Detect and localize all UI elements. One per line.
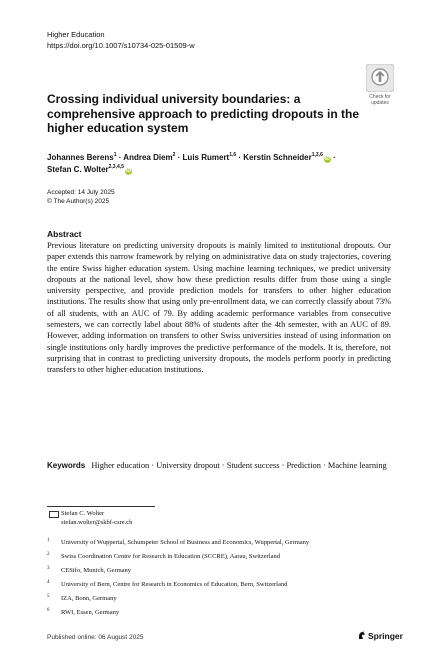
author-name[interactable]: Stefan C. Wolter <box>47 165 109 174</box>
publisher-name: Springer <box>368 631 403 641</box>
author-name[interactable]: Kerstin Schneider <box>243 153 312 162</box>
footnote-divider <box>47 506 155 507</box>
affiliation-item <box>47 580 387 589</box>
affiliation-number: 5 <box>47 594 50 599</box>
affiliation-item <box>47 594 387 603</box>
author-affiliation-ref: 1,3,6 <box>311 152 323 158</box>
accepted-date: Accepted: 14 July 2025 <box>47 189 115 196</box>
author-affiliation-ref: 1 <box>113 152 117 158</box>
keywords-heading: Keywords <box>47 461 86 470</box>
affiliation-text: Swiss Coordination Centre for Research in Education (SCCRE), Aarau, Switzerland <box>61 553 280 560</box>
affiliation-text: University of Bern, Centre for Research in Economics of Education, Bern, Switzerland <box>61 581 288 588</box>
envelope-icon <box>49 511 59 518</box>
badge-line-1: Check for <box>369 94 391 100</box>
published-date: Published online: 06 August 2025 <box>47 634 144 641</box>
affiliation-text: University of Wuppertal, Schumpeter School of Business and Economics, Wuppertal, Germany <box>61 539 310 546</box>
author-name[interactable]: Andrea Diem <box>123 153 173 162</box>
article-title: Crossing individual university boundaries: a comprehensive approach to predicting dropouts in the higher education system <box>47 92 360 135</box>
doi-link[interactable]: https://doi.org/10.1007/s10734-025-01509-w <box>47 41 195 50</box>
affiliation-number: 6 <box>47 608 50 613</box>
springer-horse-icon <box>358 631 366 640</box>
author-name[interactable]: Johannes Berens <box>47 153 114 162</box>
publisher-logo[interactable] <box>358 631 403 642</box>
affiliation-text: CESifo, Munich, Germany <box>61 567 132 574</box>
affiliation-text: IZA, Bonn, Germany <box>61 595 117 602</box>
keywords-list: Higher education · University dropout · Student success · Prediction · Machine learning <box>91 461 387 470</box>
affiliation-item <box>47 552 387 561</box>
author-list: Johannes Berens$^1$ · Andrea Diem$^2$ · Luis Rumert$^{1,6}$ · Kerstin Schneider$^{1,3,6}$iD · Stefan C. Wolter$^{2,3,4,5}$iD <box>47 152 336 174</box>
affiliation-number: 3 <box>47 566 50 571</box>
corresponding-author-name: Stefan C. Wolter <box>61 510 105 517</box>
author-affiliation-ref: 2 <box>172 152 176 158</box>
author-name[interactable]: Luis Rumert <box>182 153 230 162</box>
badge-line-2: updates <box>371 100 389 106</box>
abstract-heading: Abstract <box>47 229 82 239</box>
affiliation-number: 1 <box>47 538 50 543</box>
orcid-icon[interactable]: iD <box>324 156 330 162</box>
corresponding-author-email[interactable]: stefan.wolter@skbf-csre.ch <box>61 519 133 526</box>
journal-name: Higher Education <box>47 30 105 39</box>
copyright-notice: © The Author(s) 2025 <box>47 198 110 205</box>
keywords-section <box>47 460 391 471</box>
affiliation-item <box>47 608 387 617</box>
author-affiliation-ref: 2,3,4,5 <box>108 164 124 170</box>
affiliation-item <box>47 566 387 575</box>
affiliation-number: 2 <box>47 552 50 557</box>
affiliation-text: RWI, Essen, Germany <box>61 609 120 616</box>
author-affiliation-ref: 1,6 <box>229 152 237 158</box>
orcid-icon[interactable]: iD <box>125 168 131 174</box>
affiliation-number: 4 <box>47 580 50 585</box>
check-for-updates-icon[interactable] <box>366 64 394 92</box>
abstract-text: Previous literature on predicting university dropouts is mainly limited to institutional dropouts. Our paper extends this narrow framework by relying on administrative data on study trajectories, covering the entire Swiss higher education system. Using machine learning techniques, we predict university dropouts at the national level, show how these prediction results differ from those using a single university perspective, and provide prediction models for transfers to other higher education institutions. The results show that using only pre-enrollment data, we can correctly classify about 73% of all students, with an AUC of 79. By adding academic performance variables from consecutive semesters, we can correctly label about 88% of students after the 4th semester, with an AUC of 89. However, adding information on transfers to other Swiss universities instead of using information on single institutions only hardly improves the predictive performance of the models. It is, therefore, not surprising that in contrast to predicting university dropouts, the models perform poorly in predicting transfers to other higher education institutions. <box>47 241 391 375</box>
affiliation-item <box>47 538 387 547</box>
